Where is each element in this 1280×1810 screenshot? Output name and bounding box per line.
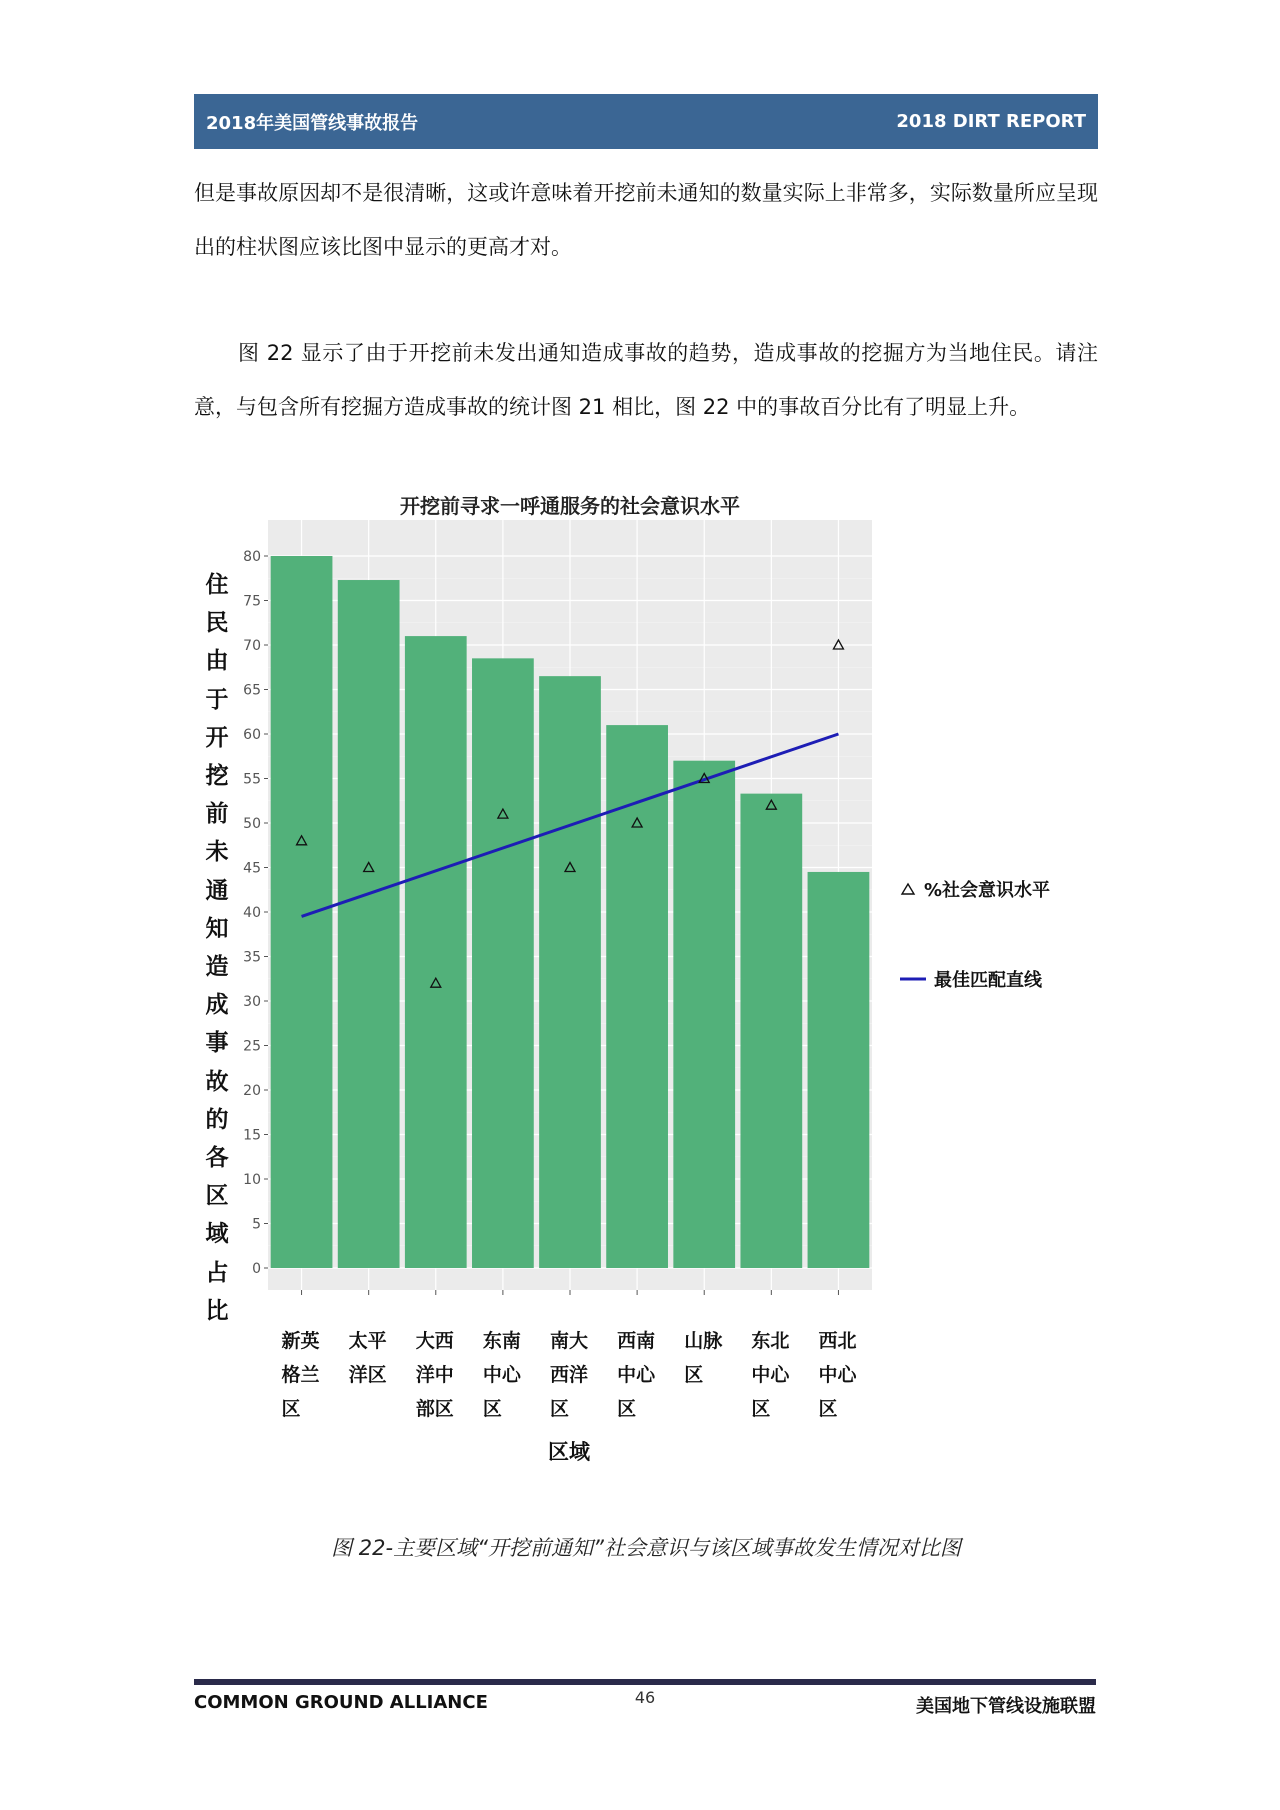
- header-title-cn: 2018年美国管线事故报告: [206, 112, 419, 134]
- bar: [539, 676, 601, 1268]
- y-tick-label: 75: [243, 593, 261, 610]
- y-tick-label: 5: [252, 1216, 261, 1233]
- body-paragraph-1: 但是事故原因却不是很清晰，这或许意味着开挖前未通知的数量实际上非常多，实际数量所应呈现出的柱状图应该比图中显示的更高才对。: [194, 181, 1098, 259]
- footer-org-cn: 美国地下管线设施联盟: [916, 1696, 1096, 1717]
- figure-caption: 图 22-主要区域“开挖前通知”社会意识与该区域事故发生情况对比图: [331, 1536, 961, 1560]
- x-tick-label: 山脉区: [684, 1330, 723, 1386]
- footer-rule: [194, 1679, 1096, 1685]
- x-tick-label: 太平洋区: [348, 1330, 387, 1386]
- legend-item-scatter: [900, 876, 1050, 902]
- x-tick-label: 东南中心区: [482, 1330, 521, 1420]
- bar: [673, 761, 735, 1268]
- y-tick-label: 10: [243, 1172, 261, 1188]
- y-tick-label: 80: [243, 549, 261, 565]
- bar: [472, 658, 534, 1268]
- y-tick-label: 60: [243, 727, 261, 743]
- bar: [808, 872, 870, 1268]
- bar: [271, 556, 333, 1268]
- chart-title: 开挖前寻求一呼通服务的社会意识水平: [400, 494, 740, 518]
- x-tick-label: 大西洋中部区: [415, 1330, 454, 1420]
- chart: [194, 520, 1094, 1320]
- y-tick-label: 55: [243, 771, 261, 788]
- x-tick-label: 西北中心区: [818, 1330, 857, 1420]
- bar: [338, 580, 400, 1268]
- x-tick-label: 东北中心区: [751, 1330, 790, 1420]
- x-tick-label: 西南中心区: [617, 1330, 656, 1420]
- report-header: [194, 94, 1098, 149]
- y-tick-label: 25: [243, 1038, 261, 1055]
- line-marker-icon: [900, 974, 926, 984]
- y-tick-label: 65: [243, 682, 261, 699]
- header-title-en: 2018 DIRT REPORT: [896, 111, 1086, 132]
- y-tick-label: 30: [243, 994, 261, 1010]
- y-axis-label: 住民由于开挖前未通知造成事故的各区域占比: [205, 571, 229, 1324]
- y-tick-label: 45: [243, 860, 261, 877]
- x-tick-label: 南大西洋区: [550, 1330, 589, 1420]
- y-tick-label: 40: [243, 905, 261, 921]
- triangle-marker-icon: [900, 882, 916, 896]
- y-tick-label: 50: [243, 816, 261, 832]
- body-paragraph-2: 图 22 显示了由于开挖前未发出通知造成事故的趋势，造成事故的挖掘方为当地住民。请注意，与包含所有挖掘方造成事故的统计图 21 相比，图 22 中的事故百分比有了明显上升。: [194, 341, 1098, 419]
- y-tick-label: 0: [252, 1261, 261, 1277]
- y-tick-label: 35: [243, 949, 261, 966]
- legend-label-scatter: %社会意识水平: [924, 880, 1051, 901]
- bar: [606, 725, 668, 1268]
- x-axis-label: 区域: [548, 1440, 590, 1464]
- y-tick-label: 15: [243, 1127, 261, 1144]
- bar: [405, 636, 467, 1268]
- y-tick-label: 70: [243, 638, 261, 654]
- legend-label-line: 最佳匹配直线: [934, 970, 1042, 991]
- x-tick-label: 新英格兰区: [281, 1330, 320, 1420]
- y-tick-label: 20: [243, 1083, 261, 1099]
- page-number: 46: [634, 1688, 656, 1707]
- footer-org-en: COMMON GROUND ALLIANCE: [194, 1692, 488, 1713]
- legend-item-line: [900, 966, 1042, 992]
- bar: [740, 794, 802, 1268]
